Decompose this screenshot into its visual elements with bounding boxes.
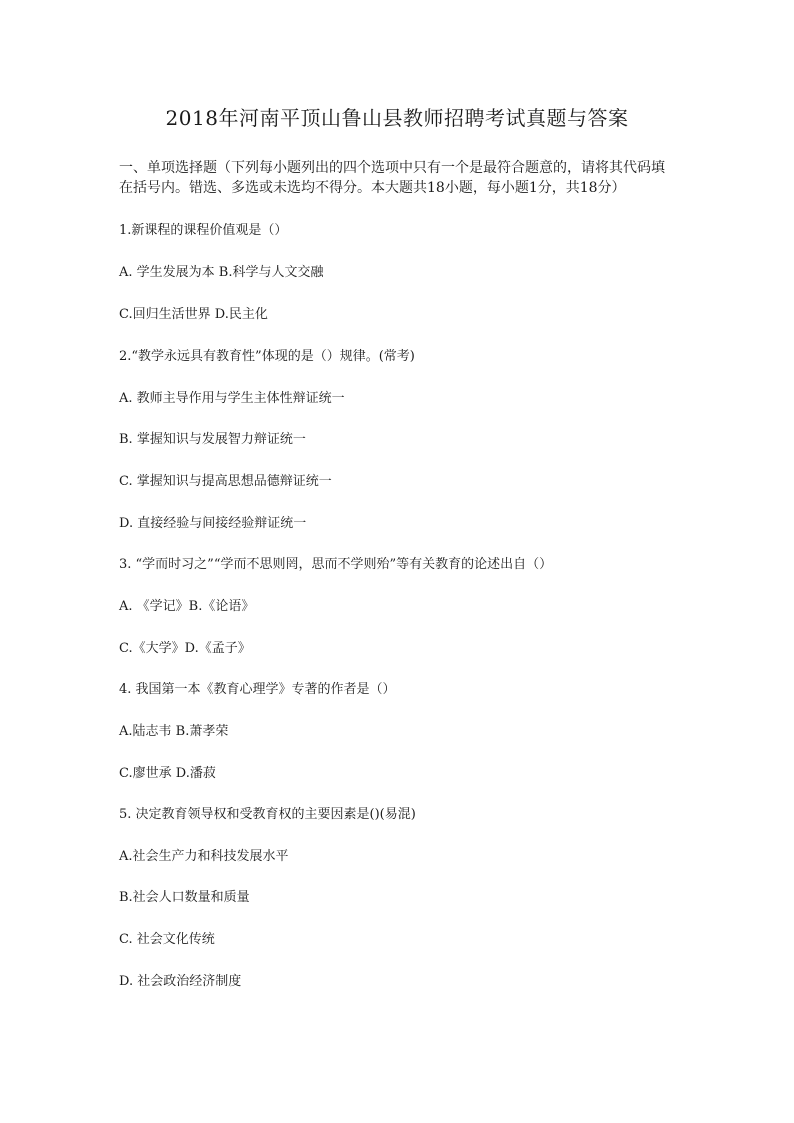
- question-1: 1.新课程的课程价值观是（）: [119, 223, 288, 238]
- question-4-options-cd: C.廖世承 D.潘菽: [119, 766, 216, 781]
- question-2-option-a: A. 教师主导作用与学生主体性辩证统一: [119, 391, 345, 406]
- section-heading: [119, 158, 679, 198]
- question-5-option-c: C. 社会文化传统: [119, 932, 215, 947]
- question-1-options-cd: C.回归生活世界 D.民主化: [119, 307, 268, 322]
- question-5-option-d: D. 社会政治经济制度: [119, 974, 242, 989]
- question-3: 3. “学而时习之”“学而不思则罔，思而不学则殆”等有关教育的论述出自（）: [119, 557, 553, 572]
- question-2-option-d: D. 直接经验与间接经验辩证统一: [119, 516, 307, 531]
- question-3-options-ab: A. 《学记》B.《论语》: [119, 599, 255, 614]
- section-heading-line-2: 在括号内。错选、多选或未选均不得分。本大题共18小题，每小题1分，共18分）: [119, 180, 626, 196]
- question-5-option-b: B.社会人口数量和质量: [119, 890, 250, 905]
- question-2-option-b: B. 掌握知识与发展智力辩证统一: [119, 432, 306, 447]
- section-heading-line-1: 一、单项选择题（下列每小题列出的四个选项中只有一个是最符合题意的，请将其代码填: [119, 160, 665, 176]
- question-4: 4. 我国第一本《教育心理学》专著的作者是（）: [119, 682, 396, 697]
- document-title: 2018年河南平顶山鲁山县教师招聘考试真题与答案: [165, 106, 629, 130]
- question-2-option-c: C. 掌握知识与提高思想品德辩证统一: [119, 474, 332, 489]
- question-1-options-ab: A. 学生发展为本 B.科学与人文交融: [119, 265, 324, 280]
- question-3-options-cd: C.《大学》D.《孟子》: [119, 641, 251, 656]
- question-2: 2.“教学永远具有教育性”体现的是（）规律。(常考): [119, 349, 415, 364]
- question-4-options-ab: A.陆志韦 B.萧孝荣: [119, 724, 229, 739]
- question-5-option-a: A.社会生产力和科技发展水平: [119, 849, 289, 864]
- question-5: 5. 决定教育领导权和受教育权的主要因素是()(易混): [119, 807, 416, 822]
